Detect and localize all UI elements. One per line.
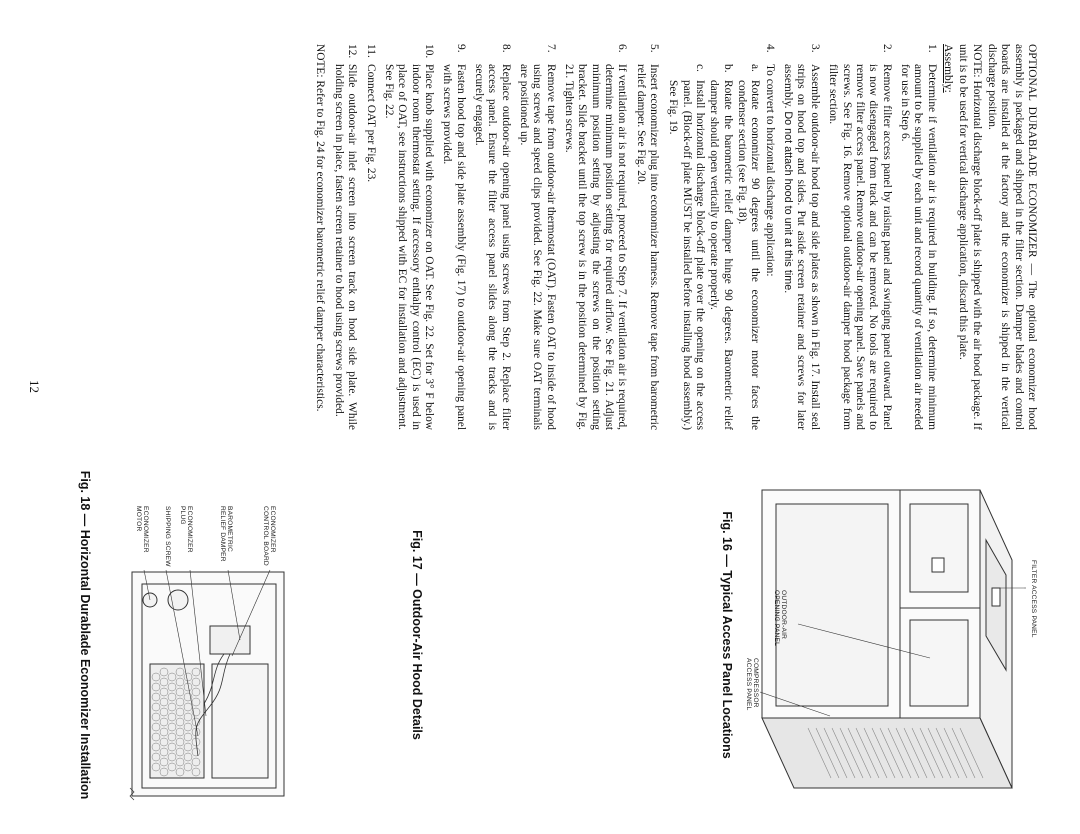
- step-number: 3.: [808, 44, 821, 53]
- step-item: [781, 44, 821, 430]
- step-text: Fasten hood top and side plate assembly (Fig. 17) to outdoor-air opening panel with screws provided.: [441, 64, 467, 430]
- step-number: 6.: [616, 44, 629, 53]
- assembly-label: Assembly:: [941, 44, 954, 93]
- section-heading: OPTIONAL DURABLADE ECONOMIZER — The optional economizer hood assembly is packaged and shipped in the filter section. Damper blades and control boards are installed at the factory and the economizer is shipped in the vertical discharge position.: [985, 44, 1038, 430]
- step-number: 5.: [648, 44, 661, 53]
- sub-step-text: Install horizontal discharge block-off plate over the opening on the access panel. (Block-off plate MUST be installed before installing hood assembly.) See Fig. 19.: [667, 80, 707, 430]
- step-number: 7.: [544, 44, 557, 53]
- page-number: 12: [27, 380, 42, 393]
- label-filter-access-panel: FILTER ACCESS PANEL: [1030, 560, 1037, 638]
- instruction-column: [311, 44, 1038, 430]
- label-economizer-control-board: ECONOMIZER CONTROL BOARD: [262, 506, 276, 566]
- label-economizer-plug: ECONOMIZER PLUG: [179, 506, 193, 553]
- sub-step-text: Rotate economizer 90 degrees until the economizer motor faces the condenser section (see Fig. 18).: [736, 80, 762, 430]
- fig16-access-panel-drawing: [750, 470, 1020, 800]
- step-text: Replace outdoor-air opening panel using screws from Step 2. Replace filter access panel. Ensure the filter access panel slides along the tracks and is securely engaged.: [472, 64, 512, 430]
- step-item: [332, 44, 359, 430]
- step-number: 11.: [364, 44, 377, 58]
- sub-step-item: [707, 64, 734, 430]
- step-text: If ventilation air is not required, proceed to Step 7. If ventilation air is required, determine minimum position setting for required airflow. See Fig. 21. Adjust minimum position setting by adjusting the screws on the position setting bracket. Slide bracket until the top screw is in the position determined by Fig. 21. Tighten screws.: [563, 64, 629, 430]
- note-horizontal-discharge: NOTE: Horizontal discharge block-off plate is shipped with the air hood package. If unit is to be used for vertical discharge application, discard this plate.: [957, 44, 983, 430]
- step-text: Remove filter access panel by raising panel and swinging panel outward. Panel is now disengaged from track and can be removed. No tools are required to remove filter access panel. Remove outdoor-air opening panel. Save panels and screws. See Fig. 16. Remove optional outdoor-air damper hood package from filter section.: [827, 64, 893, 430]
- step-body: [665, 64, 776, 430]
- label-barometric-relief-damper: BAROMETRIC RELIEF DAMPER: [219, 506, 233, 562]
- assembly-steps: [332, 44, 938, 430]
- step-text: Place knob supplied with economizer on OAT. See Fig. 22. Set for 3° F below indoor room thermostat setting. If accessory enthalpy control (EC) is used in place of OAT, see instructions shipped with EC for installation and adjustment. See Fig. 22.: [382, 64, 435, 430]
- step-number: 2.: [880, 44, 893, 53]
- step-item: [472, 44, 512, 430]
- step-item: [382, 44, 435, 430]
- step-item: [363, 44, 376, 430]
- label-compressor-access-panel: COMPRESSOR ACCESS PANEL: [745, 658, 759, 711]
- step-text: Determine if ventilation air is required in building. If so, determine minimum amount to be supplied by each unit and record quantity of ventilation air needed for use in Step 6.: [898, 64, 938, 430]
- fig18-caption: Fig. 18 — Horizontal Durablade Economizer Installation: [78, 470, 92, 800]
- step-text: Assemble outdoor-air hood top and side plates as shown in Fig. 17. Install seal strips on hood top and sides. Put aside screen retainer and screws for later assembly.: [782, 64, 821, 430]
- fig16-caption: Fig. 16 — Typical Access Panel Locations: [720, 511, 734, 759]
- label-economizer-motor: ECONOMIZER MOTOR: [135, 506, 149, 553]
- step-item: [665, 44, 776, 430]
- step-text: Remove tape from outdoor-air thermostat (OAT). Fasten OAT to inside of hood using screws and speed clips provided. See Fig. 22. Make sure OAT terminals are positioned up.: [517, 64, 557, 430]
- step-text: To convert to horizontal discharge application:: [763, 64, 776, 277]
- sub-step-letter: b.: [721, 64, 734, 73]
- label-shipping-screw: SHIPPING SCREW: [164, 506, 171, 567]
- step-body: [781, 64, 821, 430]
- sub-step-letter: a.: [749, 64, 762, 72]
- step-text-emphasis: Do not attach hood to unit at this time.: [782, 111, 795, 294]
- sub-step-letter: c.: [694, 64, 707, 72]
- step-item: [633, 44, 660, 430]
- step-text: Insert economizer plug into economizer harness. Remove tape from barometric relief damper. See Fig. 20.: [634, 64, 661, 430]
- step-item: [517, 44, 557, 430]
- step-item: [562, 44, 629, 430]
- fig17-caption: Fig. 17 — Outdoor-Air Hood Details: [410, 530, 424, 740]
- sub-step-text: Rotate the barometric relief damper hinge 90 degrees. Barometric relief damper should open vertically to operate properly.: [708, 80, 734, 430]
- sub-steps: [666, 64, 761, 430]
- step-number: 1.: [925, 44, 938, 53]
- step-item: [440, 44, 467, 430]
- sub-step-item: [666, 64, 706, 430]
- step-number: 10.: [422, 44, 435, 59]
- step-text: Slide outdoor-air inlet screen into screen track on hood side plate. While holding screen in place, fasten screen retainer to hood using screws provided.: [332, 64, 359, 430]
- step-number: 9.: [454, 44, 467, 53]
- note-barometric-relief: NOTE: Refer to Fig. 24 for economizer barometric relief damper characteristics.: [314, 44, 327, 412]
- step-number: 4.: [763, 44, 776, 53]
- step-text: Connect OAT per Fig. 23.: [364, 64, 377, 183]
- step-number: 8.: [499, 44, 512, 53]
- fig18-economizer-drawing: [126, 566, 290, 802]
- sub-step-item: [735, 64, 762, 430]
- step-item: [898, 44, 938, 430]
- step-item: [826, 44, 893, 430]
- step-number: 12.: [346, 44, 359, 59]
- label-outdoor-air-opening-panel: OUTDOOR-AIR OPENING PANEL: [773, 590, 787, 646]
